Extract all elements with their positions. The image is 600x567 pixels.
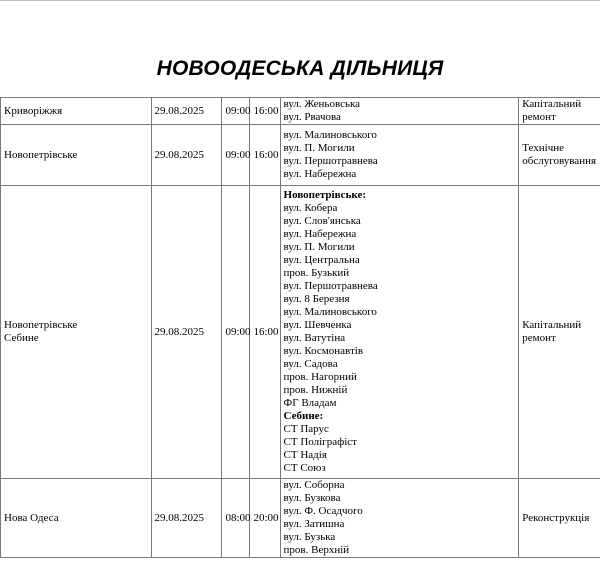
street-item: пров. Нижній — [283, 384, 348, 396]
street-item: пров. Верхній — [283, 544, 350, 556]
schedule-body — [1, 98, 600, 558]
outage-schedule-table — [0, 97, 600, 558]
work-type-cell: Реконструкція — [519, 479, 600, 558]
location-name: Новопетрівське — [4, 319, 78, 331]
street-item: вул. Слов'янська — [283, 215, 361, 227]
location-name: Криворіжжя — [4, 104, 63, 117]
date-cell: 29.08.2025 — [151, 186, 222, 479]
location-cell — [1, 186, 152, 479]
work-type-cell: Капітальний ремонт — [519, 98, 600, 125]
end-time-cell: 16:00 — [250, 98, 280, 125]
start-time-cell: 09:00 — [222, 125, 250, 186]
date-cell: 29.08.2025 — [151, 479, 222, 558]
street-item: вул. Шевченка — [283, 319, 352, 331]
streets-cell — [280, 98, 519, 125]
street-item: вул. Кобера — [283, 202, 338, 214]
streets-cell — [280, 479, 519, 558]
street-item: вул. Женьовська — [283, 98, 361, 110]
street-item: вул. Космонавтів — [283, 345, 364, 357]
location-name: Себине — [4, 332, 39, 344]
location-name: Новопетрівське — [4, 148, 78, 161]
street-item: пров. Нагорний — [283, 371, 357, 383]
street-item: вул. Бузкова — [283, 492, 341, 504]
start-time-cell: 09:00 — [222, 98, 250, 125]
top-divider — [0, 0, 600, 1]
location-cell — [1, 479, 152, 558]
streets-cell — [280, 125, 519, 186]
street-item: вул. Першотравнева — [283, 280, 378, 292]
street-item: СТ Поліграфіст — [283, 436, 357, 448]
table-row — [1, 186, 600, 479]
street-item: вул. П. Могили — [283, 142, 355, 154]
start-time-cell: 09:00 — [222, 186, 250, 479]
street-item: вул. Бузька — [283, 531, 336, 543]
street-item: ФГ Владам — [283, 397, 337, 409]
street-item: СТ Надія — [283, 449, 327, 461]
table-row — [1, 98, 600, 125]
location-cell — [1, 98, 152, 125]
table-row — [1, 479, 600, 558]
street-item: вул. Набережна — [283, 168, 357, 180]
street-item: вул. Набережна — [283, 228, 357, 240]
street-item: вул. Ватутіна — [283, 332, 346, 344]
date-cell: 29.08.2025 — [151, 125, 222, 186]
street-item: СТ Союз — [283, 462, 326, 474]
street-item: вул. Садова — [283, 358, 338, 370]
street-item: СТ Парус — [283, 423, 329, 435]
start-time-cell: 08:00 — [222, 479, 250, 558]
street-item: вул. Малиновського — [283, 129, 377, 141]
streets-cell — [280, 186, 519, 479]
street-item: вул. Ф. Осадчого — [283, 505, 363, 517]
street-item: вул. Затишна — [283, 518, 345, 530]
street-item: вул. 8 Березня — [283, 293, 350, 305]
table-row — [1, 125, 600, 186]
street-item: вул. Першотравнева — [283, 155, 378, 167]
location-cell — [1, 125, 152, 186]
date-cell: 29.08.2025 — [151, 98, 222, 125]
end-time-cell: 16:00 — [250, 186, 280, 479]
page-title: НОВООДЕСЬКА ДІЛЬНИЦЯ — [156, 57, 444, 80]
end-time-cell: 16:00 — [250, 125, 280, 186]
street-item: вул. П. Могили — [283, 241, 355, 253]
work-type-cell: Технічне обслуговування — [519, 125, 600, 186]
settlement-heading: Новопетрівське: — [283, 189, 366, 201]
settlement-heading: Себине: — [283, 410, 324, 422]
street-item: вул. Соборна — [283, 479, 345, 491]
street-item: вул. Малиновського — [283, 306, 377, 318]
street-item: вул. Центральна — [283, 254, 360, 266]
street-item: вул. Рвачова — [283, 111, 341, 123]
location-name: Нова Одеса — [4, 511, 59, 524]
work-type-cell: Капітальний ремонт — [519, 186, 600, 479]
street-item: пров. Бузький — [283, 267, 350, 279]
end-time-cell: 20:00 — [250, 479, 280, 558]
